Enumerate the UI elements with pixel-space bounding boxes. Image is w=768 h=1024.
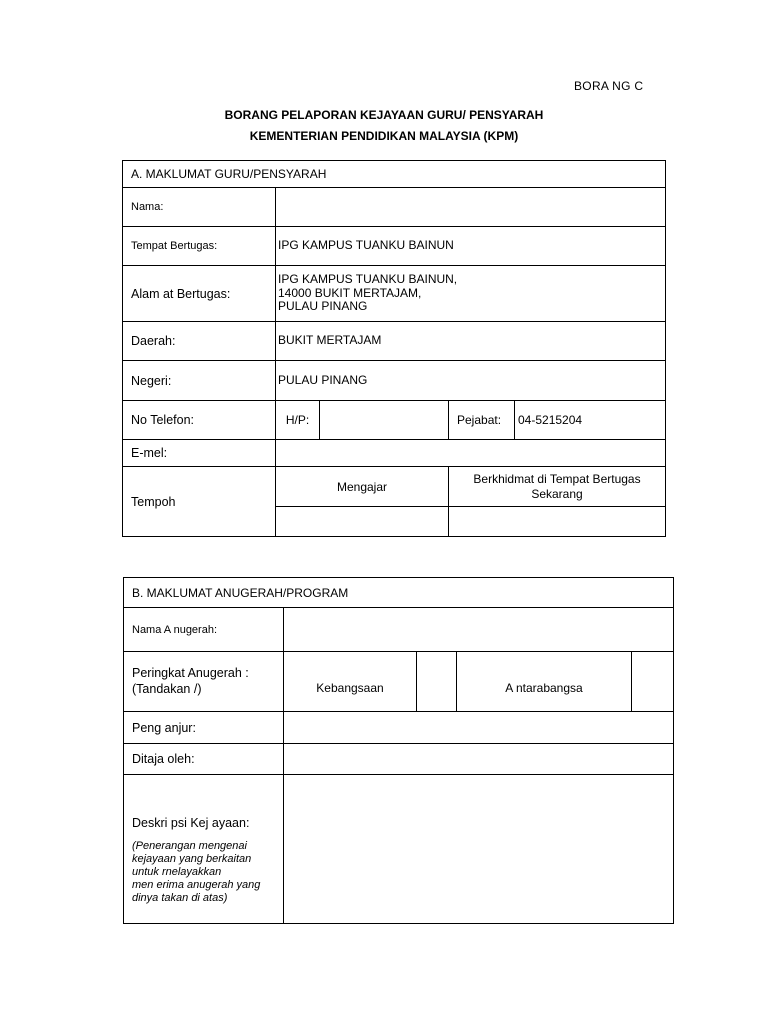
daerah-label: Daerah: [123,322,276,361]
tempat-bertugas-label: Tempat Bertugas: [123,227,276,266]
penganjur-field[interactable] [284,712,674,744]
form-code: BORA NG C [574,79,644,93]
berkhidmat-label [449,467,666,507]
alamat-line: PULAU PINANG [278,299,368,314]
peringkat-anugerah-label [124,652,284,712]
berkhidmat-label-line: Berkhidmat di Tempat Bertugas [473,471,641,486]
alamat-line: IPG KAMPUS TUANKU BAINUN, [278,272,458,287]
section-b-heading: B. MAKLUMAT ANUGERAH/PROGRAM [124,578,674,608]
deskripsi-note-line: kejayaan yang berkaitan [132,852,252,865]
deskripsi-note-line: dinya takan di atas) [132,892,228,905]
deskripsi-note [132,840,275,906]
alamat-bertugas-field[interactable] [276,266,666,322]
negeri-label: Negeri: [123,361,276,401]
tempat-bertugas-field[interactable]: IPG KAMPUS TUANKU BAINUN [276,227,666,266]
peringkat-label-line: Peringkat Anugerah : [132,665,249,680]
penganjur-label: Peng anjur: [124,712,284,744]
section-b-table [123,577,674,924]
alamat-bertugas-label: Alam at Bertugas: [123,266,276,322]
emel-field[interactable] [276,440,666,467]
deskripsi-kejayaan-label: Deskri psi Kej ayaan: [132,815,250,830]
deskripsi-kejayaan-field[interactable] [284,775,674,924]
berkhidmat-field[interactable] [449,507,666,537]
hp-field[interactable] [320,401,449,440]
form-title: BORANG PELAPORAN KEJAYAAN GURU/ PENSYARAH [224,108,544,122]
nama-field[interactable] [276,188,666,227]
ditaja-field[interactable] [284,744,674,775]
deskripsi-note-line: (Penerangan mengenai [132,839,247,852]
deskripsi-note-line: men erima anugerah yang [132,879,261,892]
berkhidmat-label-line: Sekarang [531,486,583,501]
emel-label: E-mel: [123,440,276,467]
tempoh-label: Tempoh [123,467,276,537]
ditaja-label: Ditaja oleh: [124,744,284,775]
hp-label: H/P: [276,401,320,440]
section-a-heading: A. MAKLUMAT GURU/PENSYARAH [123,161,666,188]
nama-anugerah-label: Nama A nugerah: [124,608,284,652]
deskripsi-note-line: untuk rnelayakkan [132,865,222,878]
form-subtitle: KEMENTERIAN PENDIDIKAN MALAYSIA (KPM) [249,129,519,143]
peringkat-label-line: (Tandakan /) [132,681,202,696]
telefon-label: No Telefon: [123,401,276,440]
deskripsi-kejayaan-cell [124,775,284,924]
kebangsaan-tick-box[interactable] [417,652,457,712]
kebangsaan-label: Kebangsaan [284,652,417,712]
section-a-table [122,160,666,537]
antarabangsa-label: A ntarabangsa [457,652,632,712]
pejabat-field[interactable]: 04-5215204 [515,401,666,440]
antarabangsa-tick-box[interactable] [632,652,674,712]
alamat-line: 14000 BUKIT MERTAJAM, [278,285,422,300]
pejabat-label: Pejabat: [449,401,515,440]
nama-label: Nama: [123,188,276,227]
negeri-field[interactable]: PULAU PINANG [276,361,666,401]
daerah-field[interactable]: BUKIT MERTAJAM [276,322,666,361]
mengajar-field[interactable] [276,507,449,537]
nama-anugerah-field[interactable] [284,608,674,652]
mengajar-label: Mengajar [276,467,449,507]
